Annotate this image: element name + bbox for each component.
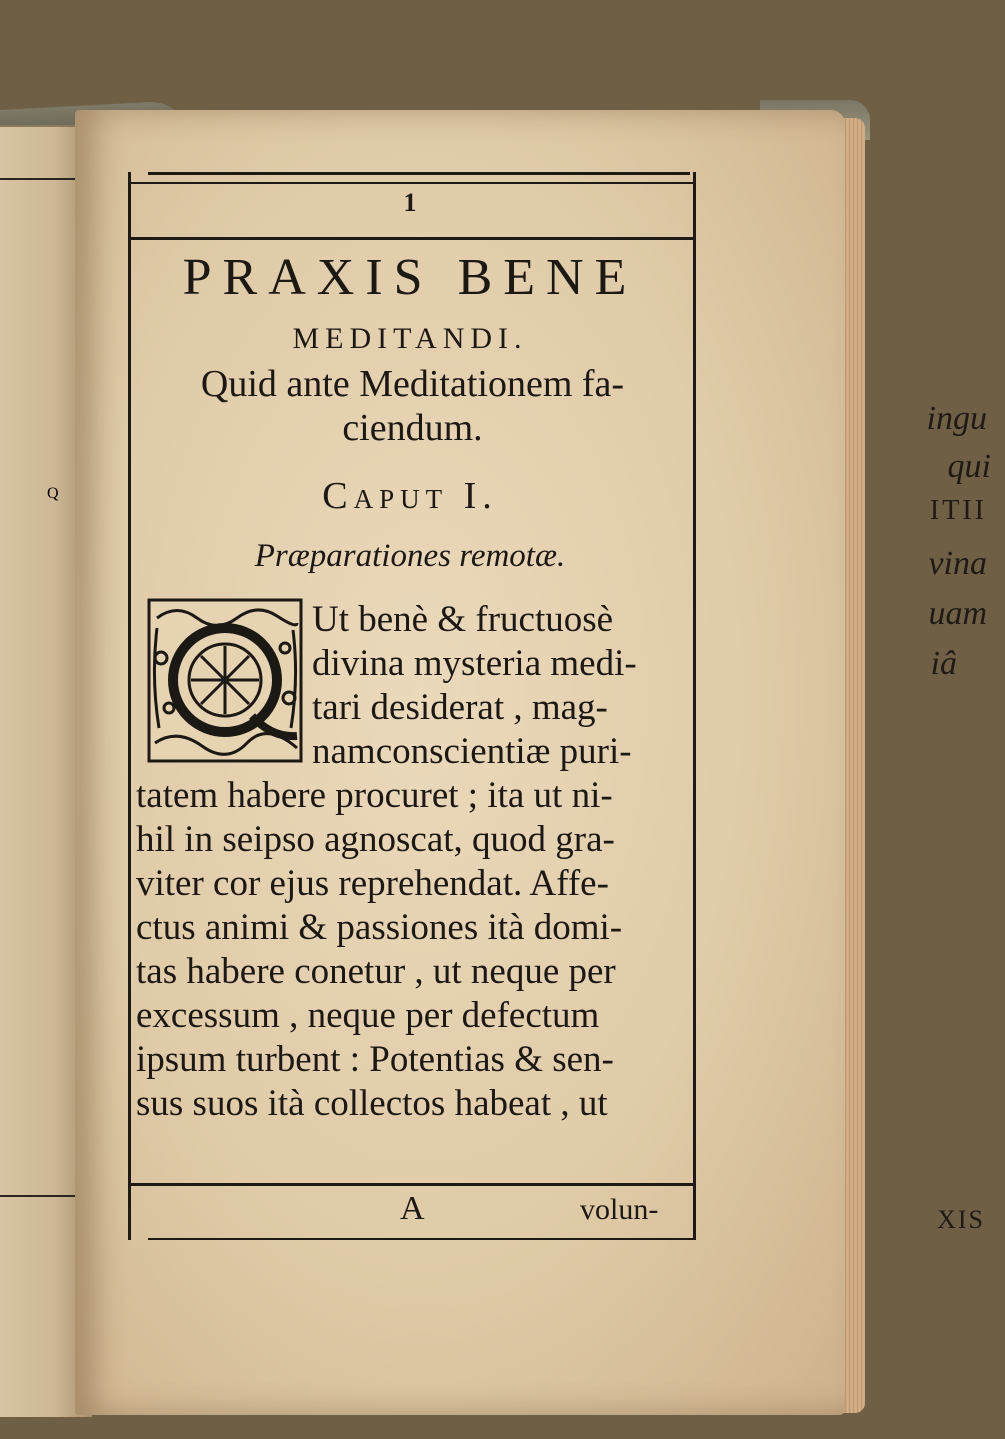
left-page-fragment: ingu (926, 400, 987, 437)
body-line: namconscientiæ puri- (312, 731, 632, 772)
page-title: PRAXIS BENE (182, 249, 638, 306)
body-line: hil in seipso agnoscat, quod gra- (136, 819, 615, 860)
left-page-fragment: iâ (930, 645, 957, 682)
body-line: tas habere conetur , ut neque per (136, 951, 616, 992)
body-line: divina mysteria medi- (312, 643, 637, 684)
initial-letter-text: Q (47, 485, 59, 502)
left-page-fragment: qui (947, 448, 991, 485)
body-line: Ut benè & fructuosè (312, 599, 614, 640)
body-line: ipsum turbent : Potentias & sen- (136, 1039, 614, 1080)
left-page-fragment: ITII (929, 495, 987, 526)
page-subtitle: MEDITANDI. (292, 322, 528, 355)
chapter-heading: Caput I. (322, 475, 498, 517)
left-page-footer: XIS (937, 1205, 985, 1234)
body-line: tari desiderat , mag- (312, 687, 608, 728)
signature-mark: A (400, 1190, 425, 1227)
body-line: sus suos ità collectos habeat , ut (136, 1083, 608, 1124)
section-heading-line: ciendum. (342, 407, 483, 449)
left-page-fragment: uam (928, 595, 987, 632)
body-line: tatem habere procuret ; ita ut ni- (136, 775, 613, 816)
section-heading-line: Quid ante Meditationem fa- (200, 363, 625, 405)
body-line: excessum , neque per defectum (136, 995, 600, 1036)
body-line: viter cor ejus reprehendat. Affe- (136, 863, 609, 904)
page-number: 1 (403, 188, 417, 217)
body-line: ctus animi & passiones ità domi- (136, 907, 623, 948)
left-page-fragment: vina (928, 545, 987, 582)
catchword: volun- (580, 1193, 659, 1226)
chapter-subheading: Præparationes remotæ. (254, 538, 566, 574)
